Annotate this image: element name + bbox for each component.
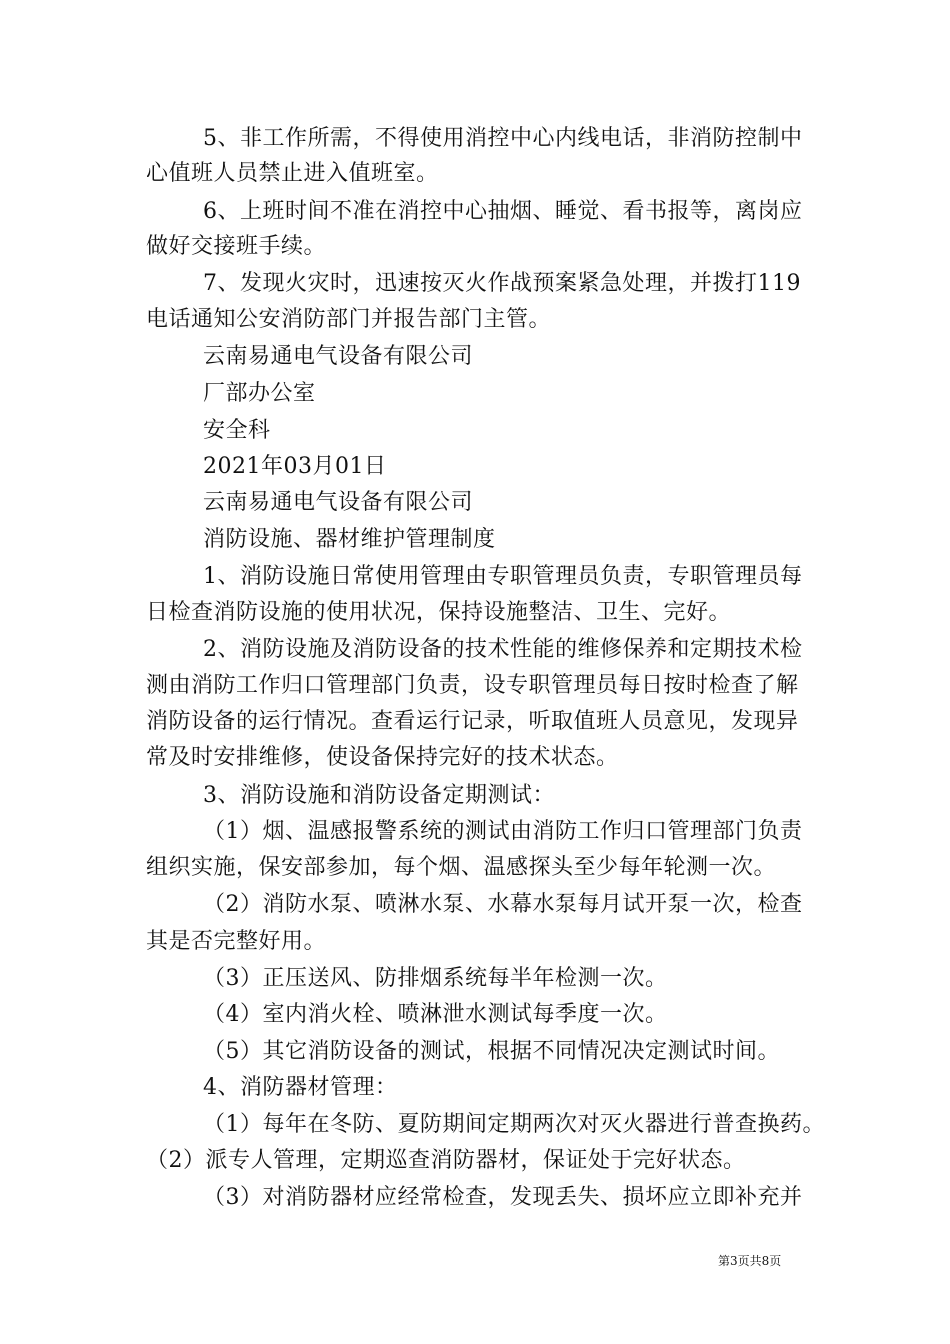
paragraph-line: 5、非工作所需，不得使用消控中心内线电话，非消防控制中	[203, 126, 803, 151]
paragraph-line: （2）消防水泵、喷淋水泵、水幕水泵每月试开泵一次，检查	[203, 892, 803, 917]
paragraph-line: 1、消防设施日常使用管理由专职管理员负责，专职管理员每	[203, 564, 803, 589]
signature-section: 安全科	[203, 418, 271, 443]
paragraph-line: （5）其它消防设备的测试，根据不同情况决定测试时间。	[203, 1039, 780, 1064]
paragraph-line: （3）正压送风、防排烟系统每半年检测一次。	[203, 966, 668, 991]
signature-department: 厂部办公室	[203, 381, 316, 406]
paragraph-line: （1）烟、温感报警系统的测试由消防工作归口管理部门负责	[203, 819, 803, 844]
paragraph-line: 2、消防设施及消防设备的技术性能的维修保养和定期技术检	[203, 637, 803, 662]
paragraph-line: 组织实施，保安部参加，每个烟、温感探头至少每年轮测一次。	[146, 855, 777, 880]
section-title: 消防设施、器材维护管理制度	[203, 527, 496, 552]
paragraph-line: 做好交接班手续。	[146, 234, 327, 259]
signature-company: 云南易通电气设备有限公司	[203, 344, 474, 369]
paragraph-line: 心值班人员禁止进入值班室。	[146, 161, 439, 186]
paragraph-line: 消防设备的运行情况。查看运行记录，听取值班人员意见，发现异	[146, 709, 799, 734]
paragraph-line: 常及时安排维修，使设备保持完好的技术状态。	[146, 745, 619, 770]
paragraph-line: 电话通知公安消防部门并报告部门主管。	[146, 307, 552, 332]
paragraph-line: （1）每年在冬防、夏防期间定期两次对灭火器进行普查换药。	[203, 1112, 825, 1137]
paragraph-line: 测由消防工作归口管理部门负责，设专职管理员每日按时检查了解	[146, 673, 799, 698]
paragraph-line: 3、消防设施和消防设备定期测试：	[203, 783, 555, 808]
paragraph-line: 4、消防器材管理：	[203, 1075, 398, 1100]
company-name: 云南易通电气设备有限公司	[203, 490, 474, 515]
paragraph-line: 日检查消防设施的使用状况，保持设施整洁、卫生、完好。	[146, 600, 732, 625]
paragraph-line: 6、上班时间不准在消控中心抽烟、睡觉、看书报等，离岗应	[203, 199, 803, 224]
paragraph-line: 7、发现火灾时，迅速按灭火作战预案紧急处理，并拨打119	[203, 271, 801, 296]
paragraph-line: （2）派专人管理，定期巡查消防器材，保证处于完好状态。	[146, 1148, 746, 1173]
signature-date: 2021年03月01日	[203, 454, 387, 479]
paragraph-line: 其是否完整好用。	[146, 929, 327, 954]
paragraph-line: （4）室内消火栓、喷淋泄水测试每季度一次。	[203, 1002, 668, 1027]
page-number: 第3页共8页	[718, 1254, 782, 1268]
paragraph-line: （3）对消防器材应经常检查，发现丢失、损坏应立即补充并	[203, 1185, 803, 1210]
